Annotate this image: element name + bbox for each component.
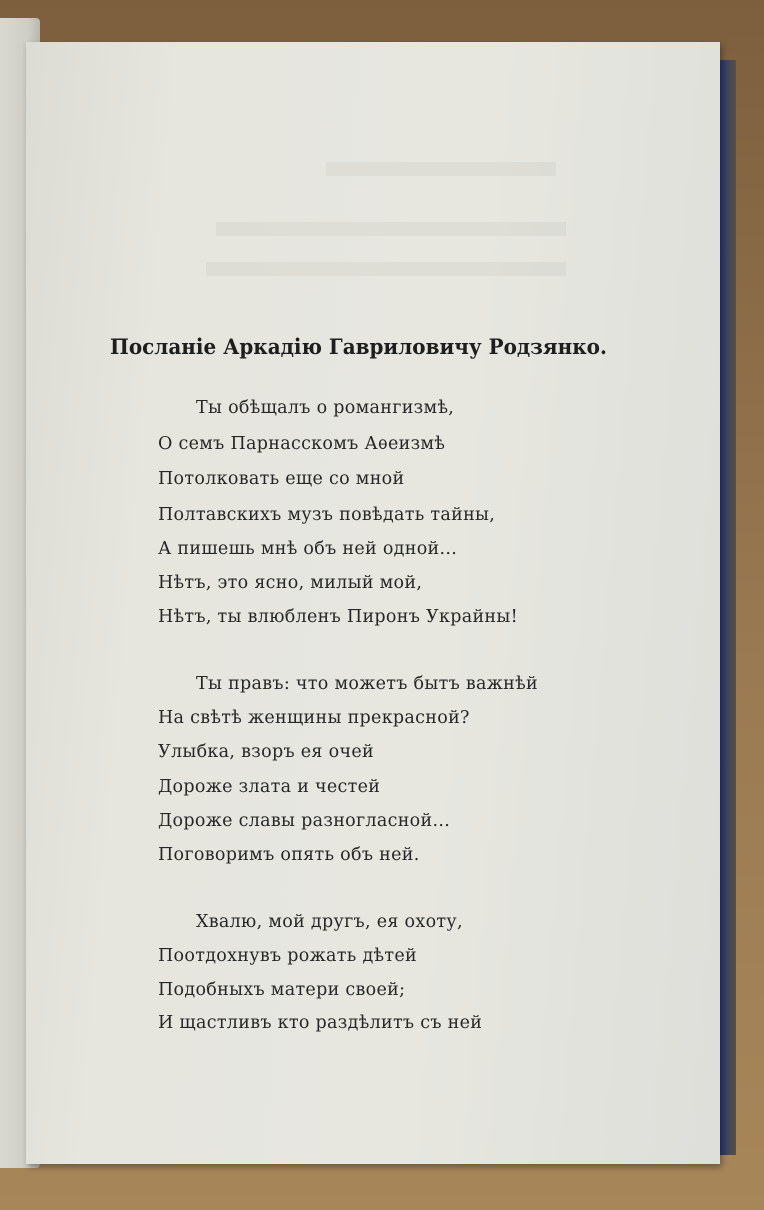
poem-line: Нѣтъ, ты влюбленъ Пиронъ Украйны!	[158, 607, 518, 627]
poem-line: Поговоримъ опять объ ней.	[158, 845, 420, 865]
poem-line: О семъ Парнасскомъ Аѳеизмѣ	[158, 434, 446, 454]
poem-title: Посланіе Аркадію Гавриловичу Родзянко.	[110, 334, 607, 359]
poem-line: Нѣтъ, это ясно, милый мой,	[158, 573, 423, 593]
poem-line: Дороже славы разногласной...	[158, 811, 451, 831]
poem-line: Дороже злата и честей	[158, 777, 381, 797]
poem-line: Подобныхъ матери своей;	[158, 980, 406, 1000]
poem-line: Ты обѣщалъ о романгизмѣ,	[196, 398, 455, 418]
show-through-mark	[326, 162, 556, 176]
poem-line: Поотдохнувъ рожать дѣтей	[158, 946, 417, 966]
poem-line: Хвалю, мой другъ, ея охоту,	[196, 912, 463, 932]
show-through-mark	[216, 222, 566, 236]
show-through-mark	[206, 262, 566, 276]
poem-line: Потолковать еще со мной	[158, 469, 405, 489]
poem-line: И щастливъ кто раздѣлитъ съ ней	[158, 1013, 483, 1033]
poem-line: Ты правъ: что можетъ бытъ важнѣй	[196, 674, 538, 694]
poem-line: На свѣтѣ женщины прекрасной?	[158, 708, 470, 728]
poem-line: Полтавскихъ музъ повѣдать тайны,	[158, 505, 496, 525]
poem-line: Улыбка, взоръ ея очей	[158, 742, 374, 762]
poem-line: А пишешь мнѣ объ ней одной...	[158, 539, 458, 559]
